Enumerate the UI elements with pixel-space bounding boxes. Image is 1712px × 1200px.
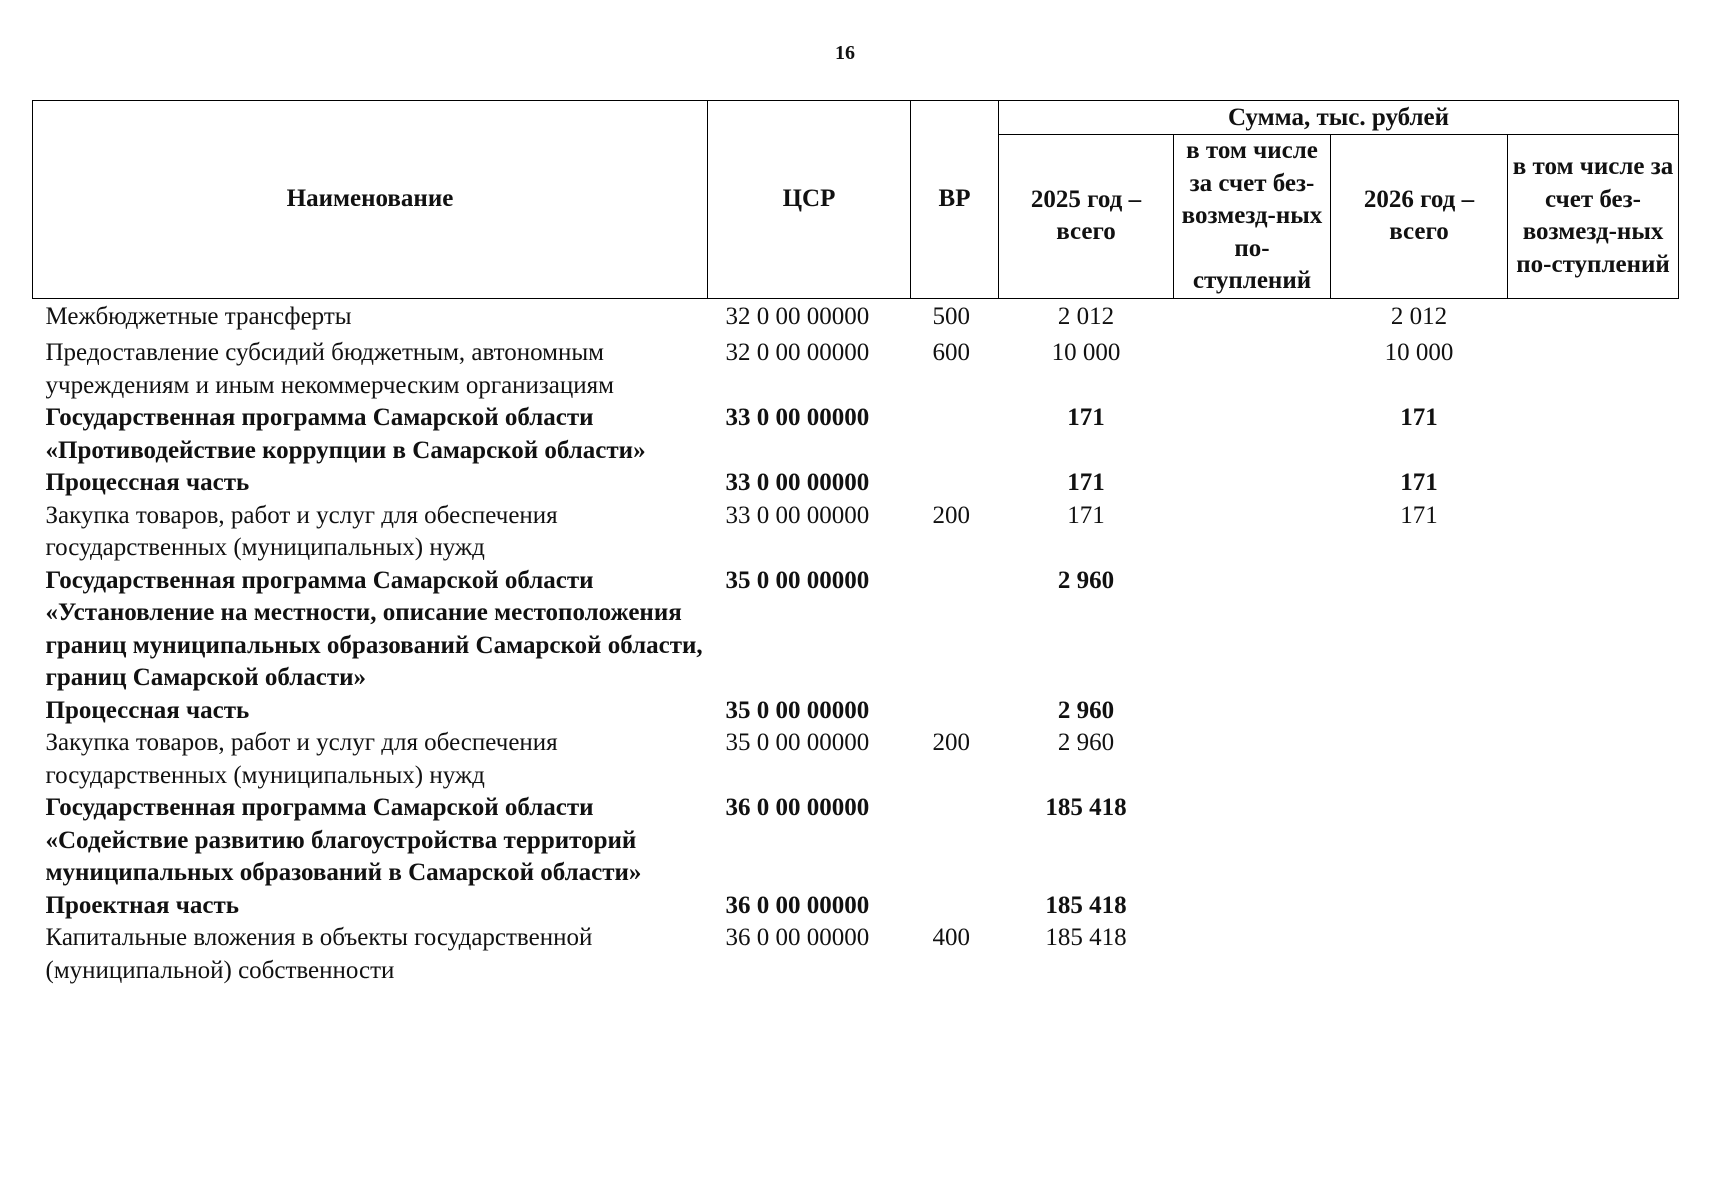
cell-name: Предоставление субсидий бюджетным, автономным учреждениям и иным некоммерческим организациям <box>45 339 614 399</box>
cell-2025-gratuitous <box>1174 565 1331 695</box>
cell-csr: 36 0 00 00000 <box>725 794 870 821</box>
cell-name: Межбюджетные трансферты <box>45 302 352 330</box>
cell-2025-gratuitous <box>1174 333 1331 402</box>
cell-2026-gratuitous <box>1508 402 1679 467</box>
cell-name: Капитальные вложения в объекты государственной (муниципальной) собственности <box>45 924 593 984</box>
cell-2025-gratuitous <box>1174 298 1331 333</box>
cell-name: Государственная программа Самарской области «Содействие развитию благоустройства территорий муниципальных образований в Самарской области» <box>45 794 642 886</box>
cell-csr: 36 0 00 00000 <box>725 924 870 951</box>
cell-csr: 33 0 00 00000 <box>725 469 870 496</box>
cell-2026-gratuitous <box>1508 467 1679 500</box>
cell-2025-total: 2 960 <box>1057 696 1115 724</box>
cell-vr: 500 <box>932 302 970 330</box>
cell-2026-total <box>1331 565 1508 695</box>
cell-2025-gratuitous <box>1174 402 1331 467</box>
cell-name: Закупка товаров, работ и услуг для обеспечения государственных (муниципальных) нужд <box>45 501 558 561</box>
cell-vr <box>911 890 999 923</box>
cell-2026-gratuitous <box>1508 792 1679 890</box>
cell-2026-total <box>1331 792 1508 890</box>
cell-name: Государственная программа Самарской области «Установление на местности, описание местоположения границ муниципальных образований Самарской области, границ Самарской области» <box>45 566 703 691</box>
cell-csr: 32 0 00 00000 <box>725 302 870 330</box>
table-row <box>33 890 1679 923</box>
cell-name: Процессная часть <box>45 696 250 724</box>
cell-csr: 33 0 00 00000 <box>725 404 870 431</box>
cell-2025-gratuitous <box>1174 922 1331 987</box>
header-2026-total: 2026 год – всего <box>1331 135 1508 299</box>
cell-vr <box>911 402 999 467</box>
cell-2026-total <box>1331 890 1508 923</box>
header-2025-gratuitous: в том числе за счет без-возмезд-ных по-ступлений <box>1174 135 1331 299</box>
table-row <box>33 565 1679 695</box>
cell-2026-total <box>1331 922 1508 987</box>
cell-2026-total: 171 <box>1400 469 1438 496</box>
table-header <box>33 101 1679 299</box>
cell-vr <box>911 792 999 890</box>
cell-2025-total: 185 418 <box>1045 794 1127 821</box>
header-csr: ЦСР <box>708 101 911 299</box>
cell-2025-total: 2 960 <box>1057 566 1115 594</box>
cell-2026-total: 171 <box>1400 501 1438 529</box>
table-body <box>33 298 1679 987</box>
table-row <box>33 467 1679 500</box>
cell-2026-gratuitous <box>1508 333 1679 402</box>
cell-2025-total: 10 000 <box>1051 339 1121 366</box>
cell-vr <box>911 467 999 500</box>
cell-2026-gratuitous <box>1508 890 1679 923</box>
budget-table <box>32 100 1679 987</box>
cell-2025-total: 2 012 <box>1057 302 1115 330</box>
cell-csr: 32 0 00 00000 <box>725 339 870 366</box>
table-row <box>33 727 1679 792</box>
cell-2025-total: 185 418 <box>1045 891 1127 919</box>
cell-vr <box>911 695 999 728</box>
cell-name: Процессная часть <box>45 469 250 496</box>
cell-2025-gratuitous <box>1174 695 1331 728</box>
table-row <box>33 922 1679 987</box>
cell-csr: 33 0 00 00000 <box>725 501 870 529</box>
cell-2025-gratuitous <box>1174 792 1331 890</box>
table-row <box>33 333 1679 402</box>
cell-vr <box>911 565 999 695</box>
header-name: Наименование <box>33 101 708 299</box>
cell-csr: 35 0 00 00000 <box>725 566 870 594</box>
header-2025-total: 2025 год – всего <box>999 135 1174 299</box>
page-number: 16 <box>835 42 855 64</box>
cell-vr: 200 <box>932 501 970 529</box>
table-row <box>33 298 1679 333</box>
cell-2026-gratuitous <box>1508 298 1679 333</box>
table-row <box>33 695 1679 728</box>
header-sum: Сумма, тыс. рублей <box>999 101 1679 135</box>
cell-2025-gratuitous <box>1174 500 1331 565</box>
header-vr: ВР <box>911 101 999 299</box>
table-row <box>33 402 1679 467</box>
cell-2025-total: 2 960 <box>1057 729 1115 756</box>
cell-2026-gratuitous <box>1508 727 1679 792</box>
cell-2025-total: 171 <box>1067 404 1105 431</box>
cell-2025-gratuitous <box>1174 727 1331 792</box>
cell-vr: 600 <box>932 339 970 366</box>
cell-csr: 36 0 00 00000 <box>725 891 870 919</box>
cell-2026-total: 171 <box>1400 404 1438 431</box>
cell-2026-gratuitous <box>1508 565 1679 695</box>
cell-2026-total <box>1331 695 1508 728</box>
table-row <box>33 500 1679 565</box>
cell-csr: 35 0 00 00000 <box>725 729 870 756</box>
cell-2025-total: 171 <box>1067 469 1105 496</box>
cell-2026-gratuitous <box>1508 695 1679 728</box>
cell-vr: 400 <box>932 924 970 951</box>
cell-2026-gratuitous <box>1508 922 1679 987</box>
cell-2026-total: 10 000 <box>1384 339 1454 366</box>
cell-csr: 35 0 00 00000 <box>725 696 870 724</box>
header-2026-gratuitous: в том числе за счет без-возмезд-ных по-ступлений <box>1508 135 1679 299</box>
cell-2026-gratuitous <box>1508 500 1679 565</box>
cell-2025-total: 171 <box>1067 501 1105 529</box>
cell-name: Проектная часть <box>45 891 240 919</box>
cell-2025-gratuitous <box>1174 890 1331 923</box>
cell-name: Государственная программа Самарской области «Противодействие коррупции в Самарской области» <box>45 404 646 464</box>
cell-2025-total: 185 418 <box>1045 924 1127 951</box>
cell-vr: 200 <box>932 729 970 756</box>
cell-2026-total <box>1331 727 1508 792</box>
cell-2025-gratuitous <box>1174 467 1331 500</box>
table-row <box>33 792 1679 890</box>
cell-2026-total: 2 012 <box>1390 302 1448 330</box>
cell-name: Закупка товаров, работ и услуг для обеспечения государственных (муниципальных) нужд <box>45 729 558 789</box>
